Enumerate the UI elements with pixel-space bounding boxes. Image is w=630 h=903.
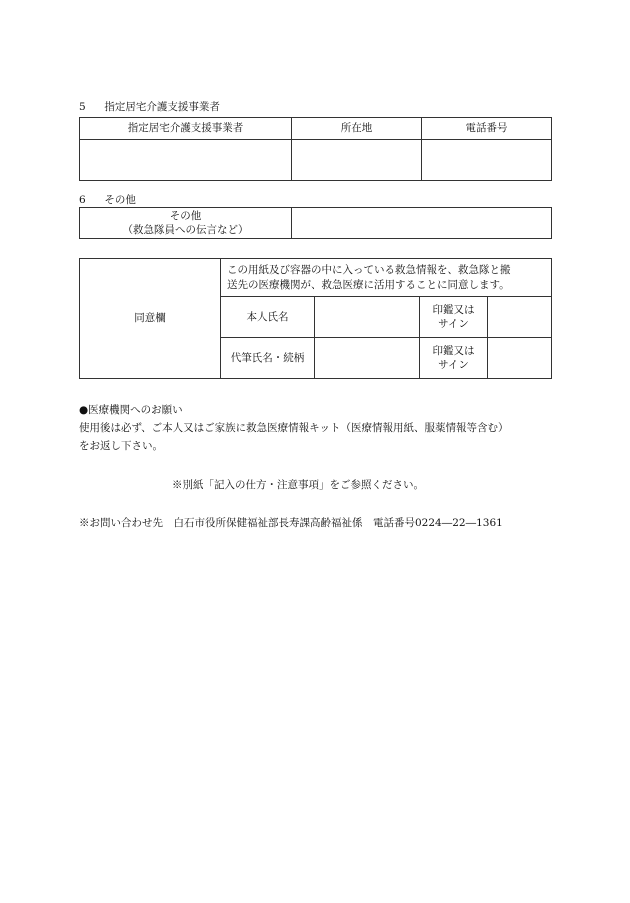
section5-number: 5	[79, 101, 86, 113]
contact-info: ※お問い合わせ先 白石市役所保健福祉部長寿課高齢福祉係 電話番号0224―22―1361	[79, 517, 503, 529]
provider-phone-field[interactable]	[422, 140, 552, 181]
table-row	[80, 208, 552, 239]
consent-statement	[221, 259, 552, 297]
header-phone: 電話番号	[422, 118, 552, 140]
self-seal-label	[420, 297, 488, 338]
provider-name-field[interactable]	[80, 140, 292, 181]
header-address: 所在地	[292, 118, 422, 140]
section6-heading	[79, 192, 136, 207]
header-provider: 指定居宅介護支援事業者	[80, 118, 292, 140]
self-name-field[interactable]	[315, 297, 420, 338]
section5-heading	[79, 99, 220, 114]
request-line1: 使用後は必ず、ご本人又はご家族に救急医療情報キット（医療情報用紙、服薬情報等含む）	[79, 422, 509, 434]
consent-table	[79, 258, 552, 379]
self-seal-label-line1: 印鑑又は	[432, 303, 475, 316]
consent-statement-line2: 送先の医療機関が、救急医療に活用することに同意します。	[227, 278, 510, 291]
consent-label: 同意欄	[80, 259, 221, 379]
proxy-name-field[interactable]	[315, 338, 420, 379]
consent-statement-row	[80, 259, 552, 297]
provider-address-field[interactable]	[292, 140, 422, 181]
self-seal-field[interactable]	[488, 297, 552, 338]
section6-number: 6	[79, 194, 86, 206]
other-label-line2: （救急隊員への伝言など）	[122, 224, 249, 236]
other-table	[79, 207, 552, 239]
proxy-seal-field[interactable]	[488, 338, 552, 379]
request-line2: をお返し下さい。	[79, 440, 163, 452]
section5-title: 指定居宅介護支援事業者	[104, 101, 220, 113]
section6-title: その他	[104, 194, 136, 206]
table-row	[80, 140, 552, 181]
consent-statement-line1: この用紙及び容器の中に入っている救急情報を、救急隊と搬	[227, 264, 511, 277]
other-label-line1: その他	[169, 209, 202, 222]
table-header-row	[80, 118, 552, 140]
other-message-field[interactable]	[292, 208, 552, 239]
self-seal-label-line2: サイン	[438, 318, 469, 330]
request-heading: ●医療機関へのお願い	[79, 404, 183, 416]
proxy-seal-label	[420, 338, 488, 379]
other-label	[80, 208, 292, 239]
proxy-seal-label-line1: 印鑑又は	[432, 344, 475, 357]
reference-note: ※別紙「記入の仕方・注意事項」をご参照ください。	[172, 479, 424, 491]
self-name-label: 本人氏名	[221, 297, 315, 338]
proxy-name-label: 代筆氏名・続柄	[221, 338, 315, 379]
proxy-seal-label-line2: サイン	[438, 359, 469, 371]
care-provider-table	[79, 117, 552, 181]
